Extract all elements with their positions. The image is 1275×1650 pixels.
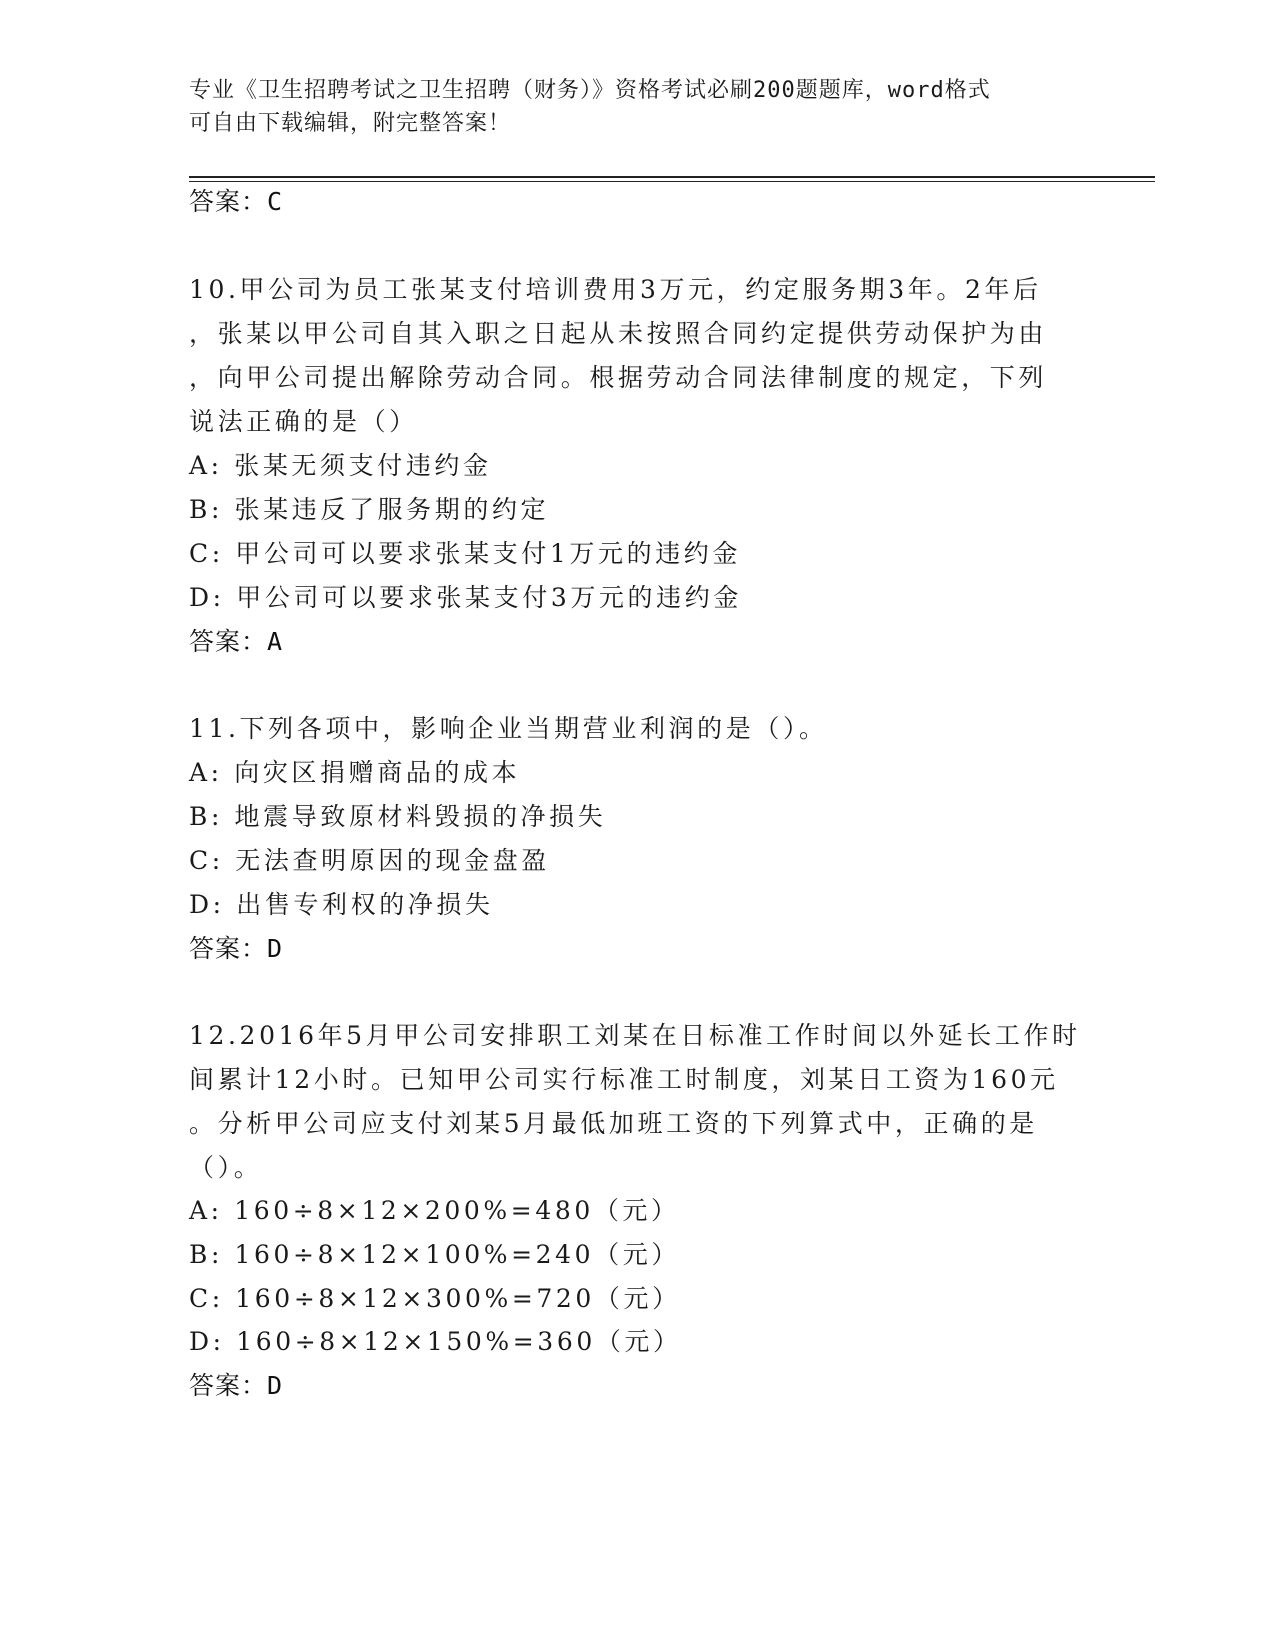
option-d: D: 出售专利权的净损失	[189, 890, 494, 919]
option-a: A: 向灾区捐赠商品的成本	[189, 758, 521, 787]
question-text-line: 10.甲公司为员工张某支付培训费用3万元，约定服务期3年。2年后	[189, 275, 1042, 304]
header-line-1: 专业《卫生招聘考试之卫生招聘（财务）》资格考试必刷200题题库，word格式	[189, 78, 991, 103]
question-text-line: 说法正确的是（）	[189, 407, 418, 436]
question-text-line: 。分析甲公司应支付刘某5月最低加班工资的下列算式中，正确的是	[189, 1109, 1038, 1138]
answer: 答案：D	[189, 1371, 284, 1400]
header-rule-thin	[189, 181, 1155, 182]
option-a: A: 张某无须支付违约金	[189, 451, 492, 480]
document-header	[189, 74, 1069, 140]
question-text-line: 12.2016年5月甲公司安排职工刘某在日标准工作时间以外延长工作时	[189, 1021, 1081, 1050]
question-text-line: ，向甲公司提出解除劳动合同。根据劳动合同法律制度的规定，下列	[189, 363, 1048, 392]
option-c: C: 甲公司可以要求张某支付1万元的违约金	[189, 539, 742, 568]
answer: 答案：D	[189, 934, 284, 963]
answer: 答案：A	[189, 627, 284, 656]
option-b: B: 160÷8×12×100%=240（元）	[189, 1240, 680, 1269]
option-c: C: 无法查明原因的现金盘盈	[189, 846, 550, 875]
option-b: B: 地震导致原材料毁损的净损失	[189, 802, 607, 831]
option-b: B: 张某违反了服务期的约定	[189, 495, 550, 524]
question-text-line: （）。	[189, 1153, 263, 1182]
previous-answer: 答案：C	[189, 187, 284, 216]
question-text-line: 间累计12小时。已知甲公司实行标准工时制度，刘某日工资为160元	[189, 1065, 1059, 1094]
option-c: C: 160÷8×12×300%=720（元）	[189, 1284, 681, 1313]
option-a: A: 160÷8×12×200%=480（元）	[189, 1196, 680, 1225]
question-text-line: ，张某以甲公司自其入职之日起从未按照合同约定提供劳动保护为由	[189, 319, 1048, 348]
header-rule-thick	[189, 176, 1155, 178]
option-d: D: 160÷8×12×150%=360（元）	[189, 1327, 682, 1356]
header-line-2: 可自由下载编辑，附完整答案！	[189, 111, 512, 136]
option-d: D: 甲公司可以要求张某支付3万元的违约金	[189, 583, 742, 612]
question-text-line: 11.下列各项中，影响企业当期营业利润的是（）。	[189, 714, 828, 743]
